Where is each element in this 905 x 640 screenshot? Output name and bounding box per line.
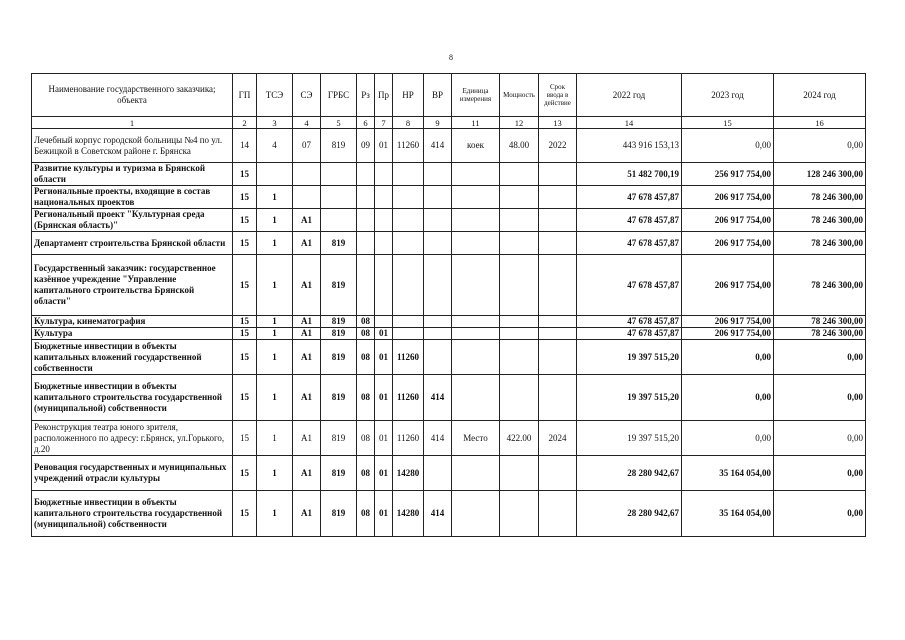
amount-2023-cell: 0,00 [682, 129, 774, 163]
amount-2024-cell: 78 246 300,00 [774, 186, 866, 209]
tse-cell: 1 [257, 316, 293, 328]
col-number: 16 [774, 117, 866, 129]
tse-cell: 1 [257, 328, 293, 340]
amount-2022-cell: 28 280 942,67 [577, 456, 682, 491]
amount-2022-cell: 19 397 515,20 [577, 340, 682, 375]
col-header-tse: ТСЭ [257, 74, 293, 117]
tse-cell: 1 [257, 421, 293, 456]
pr-cell: 01 [375, 375, 393, 421]
capacity-cell: 48.00 [500, 129, 539, 163]
amount-2024-cell: 78 246 300,00 [774, 209, 866, 232]
gp-cell: 15 [233, 186, 257, 209]
col-header-unit: Единица измерения [452, 74, 500, 117]
capacity-cell [500, 491, 539, 537]
unit-cell [452, 209, 500, 232]
rz-cell [357, 186, 375, 209]
rz-cell [357, 209, 375, 232]
table-row [32, 375, 866, 421]
column-number-row [32, 117, 866, 129]
grbs-cell: 819 [321, 375, 357, 421]
pr-cell: 01 [375, 340, 393, 375]
unit-cell: коек [452, 129, 500, 163]
amount-2024-cell: 78 246 300,00 [774, 328, 866, 340]
rz-cell [357, 255, 375, 316]
capacity-cell [500, 375, 539, 421]
tse-cell: 1 [257, 186, 293, 209]
grbs-cell: 819 [321, 456, 357, 491]
commissioning-cell: 2024 [539, 421, 577, 456]
table-row [32, 328, 866, 340]
commissioning-cell [539, 232, 577, 255]
col-number: 13 [539, 117, 577, 129]
amount-2023-cell: 206 917 754,00 [682, 232, 774, 255]
object-name-cell: Региональный проект "Культурная среда (Брянская область)" [32, 209, 233, 232]
capacity-cell [500, 316, 539, 328]
gp-cell: 15 [233, 209, 257, 232]
col-number: 6 [357, 117, 375, 129]
grbs-cell: 819 [321, 340, 357, 375]
amount-2022-cell: 19 397 515,20 [577, 375, 682, 421]
grbs-cell: 819 [321, 255, 357, 316]
object-name-cell: Лечебный корпус городской больницы №4 по ул. Бежицкой в Советском районе г. Брянска [32, 129, 233, 163]
vr-cell [424, 328, 452, 340]
amount-2024-cell: 78 246 300,00 [774, 255, 866, 316]
nr-cell [393, 255, 424, 316]
tse-cell: 1 [257, 255, 293, 316]
amount-2023-cell: 206 917 754,00 [682, 255, 774, 316]
nr-cell: 11260 [393, 421, 424, 456]
col-header-capacity: Мощность [500, 74, 539, 117]
rz-cell: 09 [357, 129, 375, 163]
grbs-cell: 819 [321, 129, 357, 163]
gp-cell: 15 [233, 421, 257, 456]
amount-2023-cell: 256 917 754,00 [682, 163, 774, 186]
header-row [32, 74, 866, 117]
gp-cell: 15 [233, 163, 257, 186]
commissioning-cell [539, 255, 577, 316]
unit-cell [452, 186, 500, 209]
pr-cell: 01 [375, 129, 393, 163]
amount-2023-cell: 206 917 754,00 [682, 186, 774, 209]
unit-cell [452, 232, 500, 255]
col-header-commissioning: Срок ввода в действие [539, 74, 577, 117]
rz-cell: 08 [357, 340, 375, 375]
pr-cell [375, 232, 393, 255]
col-number: 12 [500, 117, 539, 129]
se-cell: A1 [293, 340, 321, 375]
pr-cell [375, 186, 393, 209]
amount-2022-cell: 47 678 457,87 [577, 316, 682, 328]
amount-2022-cell: 47 678 457,87 [577, 232, 682, 255]
pr-cell: 01 [375, 328, 393, 340]
se-cell: A1 [293, 456, 321, 491]
se-cell: A1 [293, 209, 321, 232]
table-row [32, 456, 866, 491]
commissioning-cell: 2022 [539, 129, 577, 163]
nr-cell [393, 232, 424, 255]
col-header-grbs: ГРБС [321, 74, 357, 117]
amount-2023-cell: 206 917 754,00 [682, 316, 774, 328]
object-name-cell: Бюджетные инвестиции в объекты капитального строительства государственной (муниципальной) собственности [32, 375, 233, 421]
capacity-cell [500, 232, 539, 255]
commissioning-cell [539, 375, 577, 421]
rz-cell [357, 163, 375, 186]
amount-2022-cell: 19 397 515,20 [577, 421, 682, 456]
object-name-cell: Развитие культуры и туризма в Брянской области [32, 163, 233, 186]
vr-cell [424, 316, 452, 328]
tse-cell: 1 [257, 456, 293, 491]
col-header-2024: 2024 год [774, 74, 866, 117]
pr-cell [375, 163, 393, 186]
rz-cell: 08 [357, 491, 375, 537]
vr-cell [424, 209, 452, 232]
amount-2024-cell: 78 246 300,00 [774, 232, 866, 255]
col-header-rz: Рз [357, 74, 375, 117]
amount-2023-cell: 0,00 [682, 421, 774, 456]
gp-cell: 15 [233, 328, 257, 340]
table-row [32, 129, 866, 163]
grbs-cell: 819 [321, 421, 357, 456]
unit-cell: Место [452, 421, 500, 456]
unit-cell [452, 163, 500, 186]
object-name-cell: Государственный заказчик: государственное казённое учреждение "Управление капитального строительства Брянской области" [32, 255, 233, 316]
capacity-cell [500, 255, 539, 316]
object-name-cell: Культура [32, 328, 233, 340]
amount-2024-cell: 0,00 [774, 491, 866, 537]
amount-2022-cell: 51 482 700,19 [577, 163, 682, 186]
col-header-2023: 2023 год [682, 74, 774, 117]
tse-cell: 1 [257, 232, 293, 255]
col-number: 2 [233, 117, 257, 129]
vr-cell: 414 [424, 421, 452, 456]
pr-cell: 01 [375, 421, 393, 456]
pr-cell [375, 255, 393, 316]
unit-cell [452, 255, 500, 316]
amount-2022-cell: 47 678 457,87 [577, 186, 682, 209]
amount-2022-cell: 28 280 942,67 [577, 491, 682, 537]
vr-cell [424, 163, 452, 186]
nr-cell [393, 163, 424, 186]
amount-2022-cell: 47 678 457,87 [577, 209, 682, 232]
unit-cell [452, 375, 500, 421]
tse-cell [257, 163, 293, 186]
amount-2024-cell: 0,00 [774, 421, 866, 456]
col-number: 9 [424, 117, 452, 129]
page-number: 8 [449, 53, 453, 62]
nr-cell [393, 316, 424, 328]
col-number: 5 [321, 117, 357, 129]
commissioning-cell [539, 316, 577, 328]
grbs-cell: 819 [321, 491, 357, 537]
commissioning-cell [539, 491, 577, 537]
rz-cell: 08 [357, 421, 375, 456]
unit-cell [452, 456, 500, 491]
amount-2023-cell: 206 917 754,00 [682, 328, 774, 340]
table-row [32, 421, 866, 456]
object-name-cell: Реновация государственных и муниципальных учреждений отрасли культуры [32, 456, 233, 491]
pr-cell [375, 209, 393, 232]
vr-cell [424, 255, 452, 316]
table-row [32, 316, 866, 328]
se-cell [293, 163, 321, 186]
object-name-cell: Департамент строительства Брянской области [32, 232, 233, 255]
unit-cell [452, 340, 500, 375]
se-cell: A1 [293, 316, 321, 328]
grbs-cell [321, 163, 357, 186]
se-cell: A1 [293, 421, 321, 456]
table-row [32, 232, 866, 255]
gp-cell: 15 [233, 491, 257, 537]
vr-cell: 414 [424, 375, 452, 421]
tse-cell: 1 [257, 375, 293, 421]
object-name-cell: Культура, кинематография [32, 316, 233, 328]
col-header-gp: ГП [233, 74, 257, 117]
col-header-2022: 2022 год [577, 74, 682, 117]
nr-cell: 11260 [393, 340, 424, 375]
gp-cell: 15 [233, 232, 257, 255]
amount-2022-cell: 47 678 457,87 [577, 255, 682, 316]
col-number: 11 [452, 117, 500, 129]
amount-2024-cell: 0,00 [774, 456, 866, 491]
capacity-cell [500, 186, 539, 209]
table-row [32, 340, 866, 375]
grbs-cell [321, 209, 357, 232]
col-header-vr: ВР [424, 74, 452, 117]
gp-cell: 15 [233, 375, 257, 421]
table-row [32, 491, 866, 537]
pr-cell: 01 [375, 491, 393, 537]
amount-2024-cell: 0,00 [774, 375, 866, 421]
col-number: 8 [393, 117, 424, 129]
col-number: 1 [32, 117, 233, 129]
vr-cell: 414 [424, 129, 452, 163]
capacity-cell [500, 456, 539, 491]
col-header-se: СЭ [293, 74, 321, 117]
object-name-cell: Реконструкция театра юного зрителя, расположенного по адресу: г.Брянск, ул.Горького, д.20 [32, 421, 233, 456]
table-row [32, 255, 866, 316]
tse-cell: 1 [257, 491, 293, 537]
grbs-cell [321, 186, 357, 209]
col-number: 14 [577, 117, 682, 129]
capacity-cell [500, 328, 539, 340]
col-header-name: Наименование государственного заказчика; объекта [32, 74, 233, 117]
capacity-cell [500, 340, 539, 375]
unit-cell [452, 491, 500, 537]
table-row [32, 186, 866, 209]
amount-2024-cell: 128 246 300,00 [774, 163, 866, 186]
commissioning-cell [539, 209, 577, 232]
rz-cell: 08 [357, 375, 375, 421]
rz-cell [357, 232, 375, 255]
grbs-cell: 819 [321, 232, 357, 255]
nr-cell [393, 328, 424, 340]
commissioning-cell [539, 340, 577, 375]
table-body [32, 129, 866, 537]
unit-cell [452, 328, 500, 340]
grbs-cell: 819 [321, 328, 357, 340]
col-header-nr: НР [393, 74, 424, 117]
amount-2024-cell: 0,00 [774, 129, 866, 163]
table-row [32, 209, 866, 232]
tse-cell: 4 [257, 129, 293, 163]
vr-cell [424, 232, 452, 255]
object-name-cell: Региональные проекты, входящие в состав национальных проектов [32, 186, 233, 209]
budget-table [31, 73, 866, 537]
col-number: 7 [375, 117, 393, 129]
unit-cell [452, 316, 500, 328]
vr-cell [424, 456, 452, 491]
capacity-cell: 422.00 [500, 421, 539, 456]
amount-2024-cell: 78 246 300,00 [774, 316, 866, 328]
se-cell: A1 [293, 328, 321, 340]
se-cell [293, 186, 321, 209]
se-cell: A1 [293, 232, 321, 255]
commissioning-cell [539, 456, 577, 491]
se-cell: A1 [293, 491, 321, 537]
tse-cell: 1 [257, 209, 293, 232]
pr-cell: 01 [375, 456, 393, 491]
col-number: 4 [293, 117, 321, 129]
gp-cell: 15 [233, 456, 257, 491]
capacity-cell [500, 163, 539, 186]
nr-cell: 11260 [393, 375, 424, 421]
amount-2023-cell: 206 917 754,00 [682, 209, 774, 232]
amount-2022-cell: 443 916 153,13 [577, 129, 682, 163]
vr-cell: 414 [424, 491, 452, 537]
nr-cell: 14280 [393, 456, 424, 491]
rz-cell: 08 [357, 456, 375, 491]
object-name-cell: Бюджетные инвестиции в объекты капитального строительства государственной (муниципальной) собственности [32, 491, 233, 537]
nr-cell: 11260 [393, 129, 424, 163]
capacity-cell [500, 209, 539, 232]
gp-cell: 15 [233, 255, 257, 316]
col-number: 15 [682, 117, 774, 129]
tse-cell: 1 [257, 340, 293, 375]
rz-cell: 08 [357, 328, 375, 340]
gp-cell: 15 [233, 316, 257, 328]
amount-2023-cell: 35 164 054,00 [682, 456, 774, 491]
commissioning-cell [539, 186, 577, 209]
nr-cell [393, 186, 424, 209]
nr-cell: 14280 [393, 491, 424, 537]
amount-2023-cell: 35 164 054,00 [682, 491, 774, 537]
gp-cell: 14 [233, 129, 257, 163]
se-cell: A1 [293, 255, 321, 316]
rz-cell: 08 [357, 316, 375, 328]
se-cell: A1 [293, 375, 321, 421]
col-number: 3 [257, 117, 293, 129]
grbs-cell: 819 [321, 316, 357, 328]
amount-2024-cell: 0,00 [774, 340, 866, 375]
col-header-pr: Пр [375, 74, 393, 117]
amount-2023-cell: 0,00 [682, 375, 774, 421]
table-row [32, 163, 866, 186]
commissioning-cell [539, 328, 577, 340]
gp-cell: 15 [233, 340, 257, 375]
object-name-cell: Бюджетные инвестиции в объекты капитальных вложений государственной собственности [32, 340, 233, 375]
pr-cell [375, 316, 393, 328]
vr-cell [424, 186, 452, 209]
amount-2022-cell: 47 678 457,87 [577, 328, 682, 340]
commissioning-cell [539, 163, 577, 186]
nr-cell [393, 209, 424, 232]
vr-cell [424, 340, 452, 375]
se-cell: 07 [293, 129, 321, 163]
amount-2023-cell: 0,00 [682, 340, 774, 375]
